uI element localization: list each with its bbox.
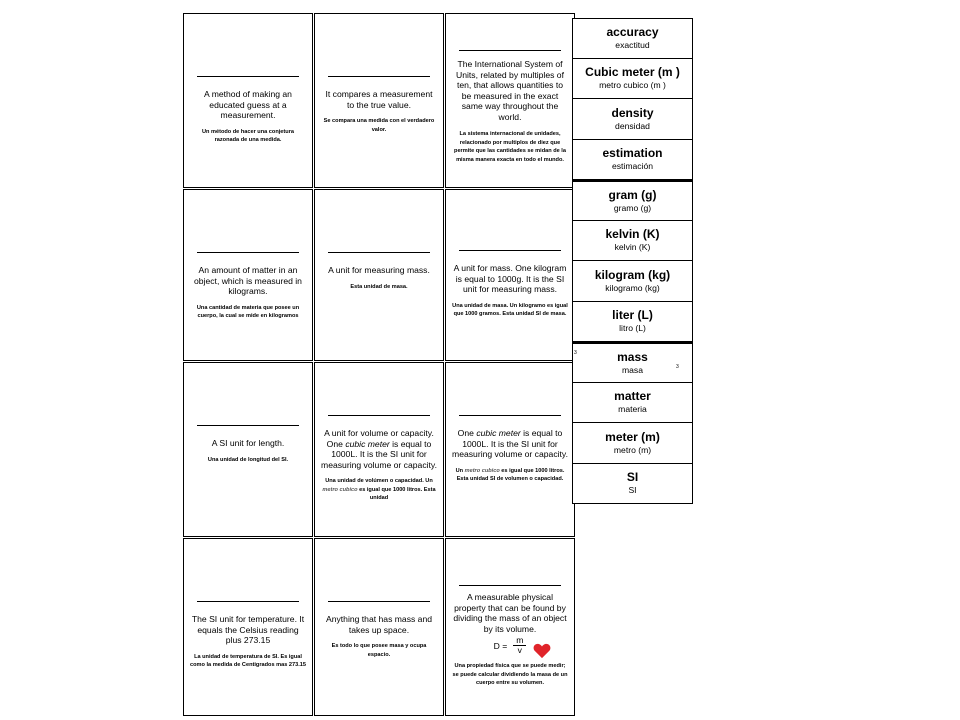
definition-en: It compares a measurement to the true value. [325,89,433,110]
formula-numerator: m [513,636,526,646]
term-es: masa [621,364,643,375]
definition-en: A unit for measuring mass. [328,265,430,275]
definition-es: Se compara una medida con el verdadero valor. [323,118,435,133]
answer-blank [459,50,561,51]
definition-es: Es todo lo que posee masa y ocupa espacio. [331,643,427,658]
term-label-kelvin [572,221,693,262]
answer-blank [459,415,561,416]
term-label-cubic-meter [572,59,693,100]
term-en: accuracy [606,25,659,40]
term-label-estimation [572,140,693,181]
definition-en: A unit for mass. One kilogram is equal to 1000g. It is the SI unit for measuring mass. [453,263,567,294]
term-label-gram [572,180,693,221]
density-formula [494,636,527,655]
formula-denominator: v [517,645,522,655]
definition-card [183,189,313,361]
definition-es: Una propiedad física que se puede medir; se puede calcular dividiendo la masa de un cuerpo entre su volumen. [452,663,568,687]
definition-es: Una unidad de masa. Un kilogramo es igual que 1000 gramos. Esta unidad SI de masa. [452,302,568,318]
formula-lhs: D = [493,640,508,651]
definition-en: The International System of Units, related by multiples of ten, that allows quantities to be measured in the exact same way throughout the world. [456,59,564,122]
answer-blank [197,76,299,77]
term-en: Cubic meter (m ) [585,65,680,80]
term-en: meter (m) [605,429,660,444]
definition-en: A method of making an educated guess at a measurement. [204,89,292,120]
definition-card [314,538,444,716]
definition-card [445,189,575,361]
definition-card [445,538,575,716]
definition-grid [183,13,576,716]
definition-es: La unidad de temperatura de SI. Es igual como la medida de Centigrados mas 273.15 [190,653,306,669]
term-en: matter [614,389,651,404]
term-es: exactitud [615,40,650,51]
answer-blank [328,415,430,416]
term-es: kilogramo (kg) [605,282,660,293]
answer-blank [459,585,561,586]
definition-card [445,362,575,537]
definition-es: Un metro cubico es igual que 1000 litros. Esta unidad SI de volumen o capacidad. [455,467,565,483]
term-es: estimación [611,161,654,172]
definition-es: Una unidad de longitud del SI. [207,456,289,463]
answer-blank [197,425,299,426]
formula-fraction [513,636,526,655]
definition-card [314,362,444,537]
term-label-kilogram [572,261,693,302]
term-en: SI [626,470,639,485]
term-en: gram (g) [608,187,657,202]
definition-es: Un método de hacer una conjetura razonada de una medida. [201,128,294,144]
definition-es: La sistema internacional de unidades, relacionado por multiplos de diez que permite que las cantidades se midan de la misma manera exacta en todo el mundo. [454,131,566,163]
definition-en: A measurable physical property that can be found by dividing the mass of an object by its volume. [453,592,567,634]
superscript-mark: 3 [676,364,679,370]
answer-blank [197,601,299,602]
definition-es: Una cantidad de materia que posee un cuerpo, la cual se mide en kilogramos [196,304,300,320]
definition-en: Anything that has mass and takes up space. [325,614,433,635]
definition-card [183,362,313,537]
answer-blank [197,252,299,253]
definition-es: Una unidad de volúmen o capacidad. Un metro cubico es igual que 1000 litros. Esta unidad [322,478,436,502]
definition-card [314,189,444,361]
definition-card [314,13,444,188]
answer-blank [328,252,430,253]
term-es: litro (L) [619,323,646,334]
term-en: liter (L) [612,308,653,323]
term-es: metro cubico (m ) [599,80,666,91]
term-en: mass [617,349,648,364]
definition-en: An amount of matter in an object, which is measured in kilograms. [194,265,302,296]
term-es: materia [618,404,647,415]
term-label-matter [572,383,693,424]
term-label-mass [572,342,693,383]
answer-blank [328,601,430,602]
term-es: gramo (g) [613,202,652,213]
definition-es: Esta unidad de masa. [350,283,408,290]
definition-card [445,13,575,188]
definition-card [183,13,313,188]
term-label-si [572,464,693,505]
definition-en: The SI unit for temperature. It equals the Celsius reading plus 273.15 [191,614,305,645]
definition-en: A unit for volume or capacity. One cubic meter is equal to 1000L. It is the SI unit for measuring volume or capacity. [321,428,437,470]
term-label-density [572,99,693,140]
term-en: kelvin (K) [605,227,660,242]
term-es: metro (m) [613,444,652,455]
superscript-mark: 3 [574,350,577,356]
term-es: kelvin (K) [614,242,651,253]
term-label-accuracy [572,18,693,59]
term-en: density [611,105,654,120]
answer-blank [459,250,561,251]
term-label-meter [572,423,693,464]
term-label-liter [572,302,693,343]
term-en: estimation [602,146,663,161]
definition-en: One cubic meter is equal to 1000L. It is the SI unit for measuring volume or capacity. [452,428,568,459]
term-es: SI [628,485,637,496]
heart-icon [533,643,551,659]
definition-en: A SI unit for length. [211,438,285,448]
answer-blank [328,76,430,77]
term-en: kilogram (kg) [594,267,671,282]
term-column [572,18,693,504]
definition-card [183,538,313,716]
term-es: densidad [615,120,650,131]
